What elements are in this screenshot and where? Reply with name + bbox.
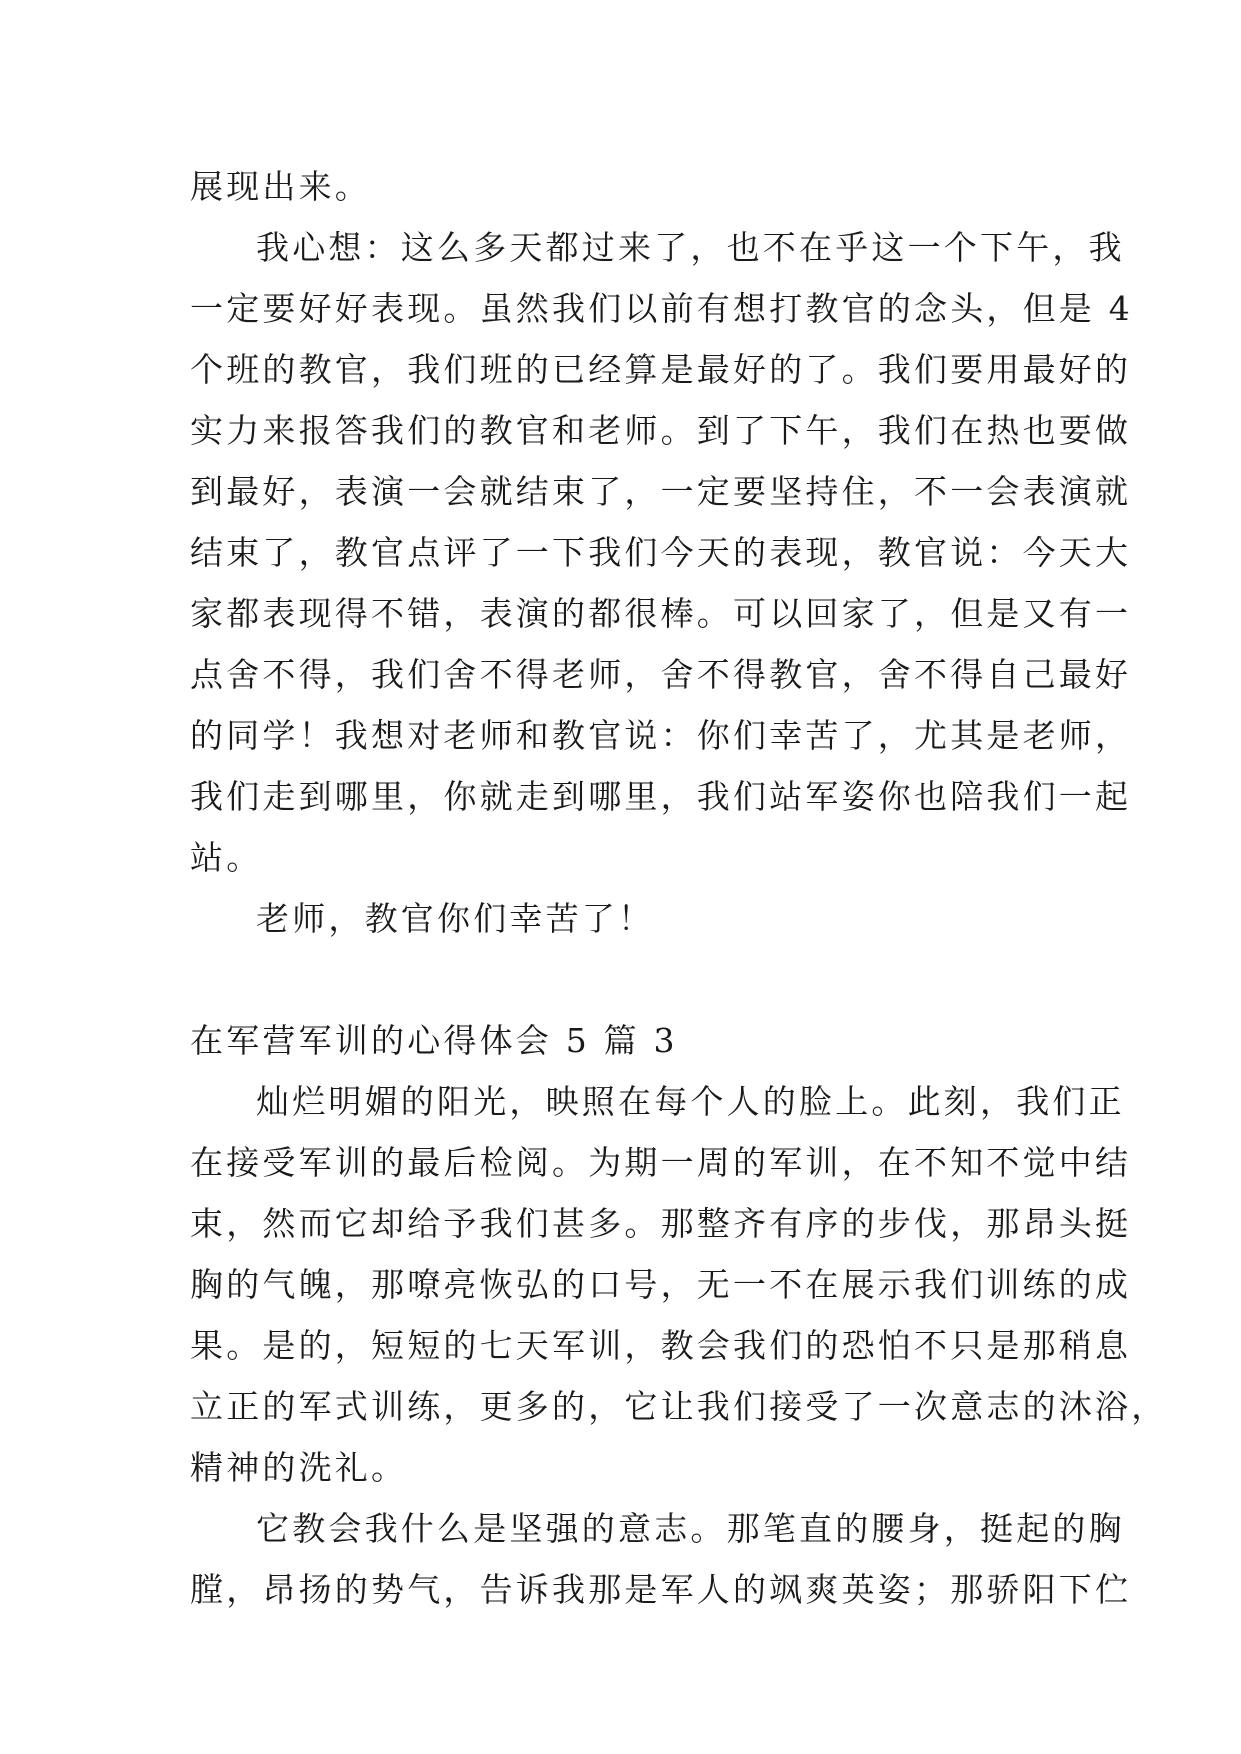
text-line: 的同学！我想对老师和教官说：你们幸苦了，尤其是老师， [190, 716, 1132, 755]
paragraph-start-line: 老师，教官你们幸苦了！ [256, 899, 655, 938]
paragraph-start-line: 我心想：这么多天都过来了，也不在乎这一个下午，我 [256, 228, 1125, 267]
text-line: 站。 [190, 838, 263, 877]
text-line: 精神的洗礼。 [190, 1448, 408, 1487]
text-line: 膛，昂扬的势气，告诉我那是军人的飒爽英姿；那骄阳下伫 [190, 1570, 1132, 1609]
text-line: 在接受军训的最后检阅。为期一周的军训，在不知不觉中结 [190, 1143, 1132, 1182]
paragraph-start-line: 灿烂明媚的阳光，映照在每个人的脸上。此刻，我们正 [256, 1082, 1125, 1121]
text-line: 我们走到哪里，你就走到哪里，我们站军姿你也陪我们一起 [190, 777, 1132, 816]
paragraph-start-line: 它教会我什么是坚强的意志。那笔直的腰身，挺起的胸 [256, 1509, 1125, 1548]
text-line: 点舍不得，我们舍不得老师，舍不得教官，舍不得自己最好 [190, 655, 1132, 694]
text-line: 到最好，表演一会就结束了，一定要坚持住，不一会表演就 [190, 472, 1132, 511]
text-line: 立正的军式训练，更多的，它让我们接受了一次意志的沐浴， [190, 1387, 1168, 1426]
text-line: 胸的气魄，那嘹亮恢弘的口号，无一不在展示我们训练的成 [190, 1265, 1132, 1304]
text-line: 家都表现得不错，表演的都很棒。可以回家了，但是又有一 [190, 594, 1132, 633]
text-line: 实力来报答我们的教官和老师。到了下午，我们在热也要做 [190, 411, 1132, 450]
text-line: 结束了，教官点评了一下我们今天的表现，教官说：今天大 [190, 533, 1132, 572]
text-line: 展现出来。 [190, 167, 371, 206]
text-line: 个班的教官，我们班的已经算是最好的了。我们要用最好的 [190, 350, 1132, 389]
text-line: 果。是的，短短的七天军训，教会我们的恐怕不只是那稍息 [190, 1326, 1132, 1365]
section-heading: 在军营军训的心得体会 5 篇 3 [190, 1021, 678, 1060]
text-line: 一定要好好表现。虽然我们以前有想打教官的念头，但是 4 [190, 289, 1133, 328]
text-line: 束，然而它却给予我们甚多。那整齐有序的步伐，那昂头挺 [190, 1204, 1132, 1243]
